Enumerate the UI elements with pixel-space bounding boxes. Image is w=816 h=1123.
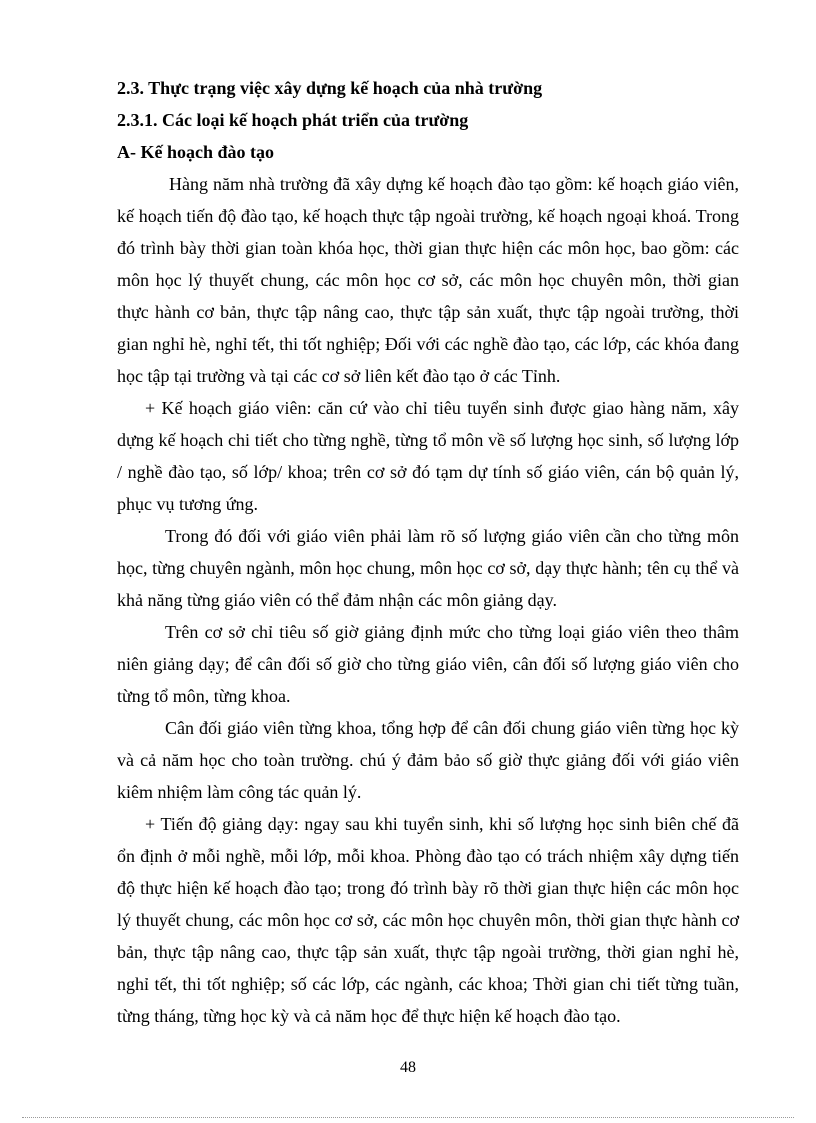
paragraph-teaching-schedule: + Tiến độ giảng dạy: ngay sau khi tuyển sinh, khi số lượng học sinh biên chế đã ổn định ở mỗi nghề, mỗi lớp, mỗi khoa. Phòng đào tạo có trách nhiệm xây dựng tiến độ thực hiện kế hoạch đào tạo; trong đó trình bày rõ thời gian thực hiện các môn học lý thuyết chung, các môn học cơ sở, các môn học chuyên môn, thời gian thực hành cơ bản, thực tập nâng cao, thực tập sản xuất, thực tập ngoài trường, thời gian nghỉ hè, nghỉ tết, thi tốt nghiệp; số các lớp, các ngành, các khoa; Thời gian chi tiết từng tuần, từng tháng, từng học kỳ và cả năm học để thực hiện kế hoạch đào tạo. [117,814,739,1026]
page-content [117,72,739,1032]
paragraph-teacher-balance: Cân đối giáo viên từng khoa, tổng hợp để cân đối chung giáo viên từng học kỳ và cả năm học cho toàn trường. chú ý đảm bảo số giờ thực giảng đối với giáo viên kiêm nhiệm làm công tác quản lý. [117,718,739,802]
subsection-heading: 2.3.1. Các loại kế hoạch phát triển của trường [117,110,469,130]
paragraph-teaching-hours: Trên cơ sở chỉ tiêu số giờ giảng định mức cho từng loại giáo viên theo thâm niên giảng dạy; để cân đối số giờ cho từng giáo viên, cân đối số lượng giáo viên cho từng tổ môn, từng khoa. [117,622,739,706]
paragraph-teacher-requirements: Trong đó đối với giáo viên phải làm rõ số lượng giáo viên cần cho từng môn học, từng chuyên ngành, môn học chung, môn học cơ sở, dạy thực hành; tên cụ thể và khả năng từng giáo viên có thể đảm nhận các môn giảng dạy. [117,526,739,610]
page-number: 48 [400,1059,416,1076]
section-heading: 2.3. Thực trạng việc xây dựng kế hoạch của nhà trường [117,78,543,98]
page-bottom-divider [22,1117,794,1118]
paragraph-training-plan: Hàng năm nhà trường đã xây dựng kế hoạch đào tạo gồm: kế hoạch giáo viên, kế hoạch tiến độ đào tạo, kế hoạch thực tập ngoài trường, kế hoạch ngoại khoá. Trong đó trình bày thời gian toàn khóa học, thời gian thực hiện các môn học, bao gồm: các môn học lý thuyết chung, các môn học cơ sở, các môn học chuyên môn, thời gian thực hành cơ bản, thực tập nâng cao, thực tập sản xuất, thực tập ngoài trường, thời gian nghỉ hè, nghỉ tết, thi tốt nghiệp; Đối với các nghề đào tạo, các lớp, các khóa đang học tập tại trường và tại các cơ sở liên kết đào tạo ở các Tỉnh. [117,174,739,386]
paragraph-teacher-plan: + Kế hoạch giáo viên: căn cứ vào chỉ tiêu tuyển sinh được giao hàng năm, xây dựng kế hoạch chi tiết cho từng nghề, từng tổ môn về số lượng học sinh, số lượng lớp / nghề đào tạo, số lớp/ khoa; trên cơ sở đó tạm dự tính số giáo viên, cán bộ quản lý, phục vụ tương ứng. [117,398,739,514]
subsubsection-heading: A- Kế hoạch đào tạo [117,142,274,162]
